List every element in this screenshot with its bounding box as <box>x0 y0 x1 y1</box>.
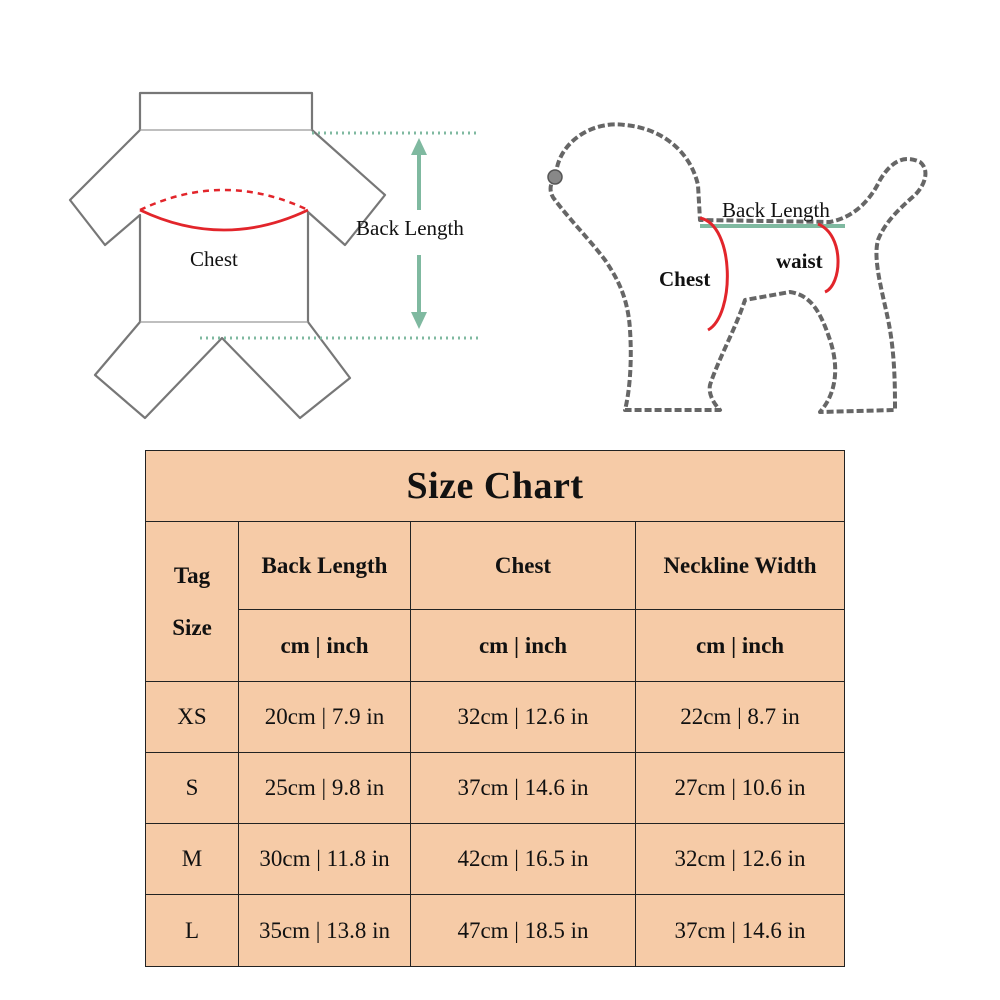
dog-nose-icon <box>548 170 562 184</box>
dog-chest-label: Chest <box>659 267 711 291</box>
neckline-value: 37cm | 14.6 in <box>636 895 845 967</box>
back-length-value: 20cm | 7.9 in <box>239 682 411 753</box>
size-label: M <box>146 824 239 895</box>
table-row <box>146 824 845 895</box>
tag-header-line1: Tag <box>173 562 211 588</box>
shirt-back-length-label: Back Length <box>356 216 464 240</box>
dog-waist-label: waist <box>776 249 823 273</box>
shirt-diagram <box>70 93 478 418</box>
chest-value: 32cm | 12.6 in <box>411 682 636 753</box>
neckline-value: 27cm | 10.6 in <box>636 753 845 824</box>
neckline-value: 22cm | 8.7 in <box>636 682 845 753</box>
dog-diagram <box>548 124 925 412</box>
size-label: XS <box>146 682 239 753</box>
table-row <box>146 895 845 967</box>
back-length-arrow-top <box>411 138 427 210</box>
back-length-header: Back Length <box>239 522 411 610</box>
size-chart-table <box>145 450 845 967</box>
size-label: S <box>146 753 239 824</box>
chest-value: 42cm | 16.5 in <box>411 824 636 895</box>
dog-outline <box>551 124 926 412</box>
chest-value: 47cm | 18.5 in <box>411 895 636 967</box>
neckline-unit: cm | inch <box>636 610 845 682</box>
back-length-value: 30cm | 11.8 in <box>239 824 411 895</box>
neckline-width-header: Neckline Width <box>636 522 845 610</box>
back-length-arrow-bottom <box>411 255 427 329</box>
chest-unit: cm | inch <box>411 610 636 682</box>
table-row <box>146 753 845 824</box>
back-length-unit: cm | inch <box>239 610 411 682</box>
neckline-value: 32cm | 12.6 in <box>636 824 845 895</box>
back-length-value: 25cm | 9.8 in <box>239 753 411 824</box>
size-label: L <box>146 895 239 967</box>
back-length-value: 35cm | 13.8 in <box>239 895 411 967</box>
chest-value: 37cm | 14.6 in <box>411 753 636 824</box>
tag-header-line2: Size <box>172 614 212 640</box>
size-chart-title: Size Chart <box>146 451 845 522</box>
chest-header: Chest <box>411 522 636 610</box>
table-row <box>146 682 845 753</box>
shirt-chest-label: Chest <box>190 247 238 271</box>
dog-back-length-label: Back Length <box>722 198 830 222</box>
measurement-diagram <box>0 0 1000 440</box>
tag-size-header <box>146 522 239 682</box>
